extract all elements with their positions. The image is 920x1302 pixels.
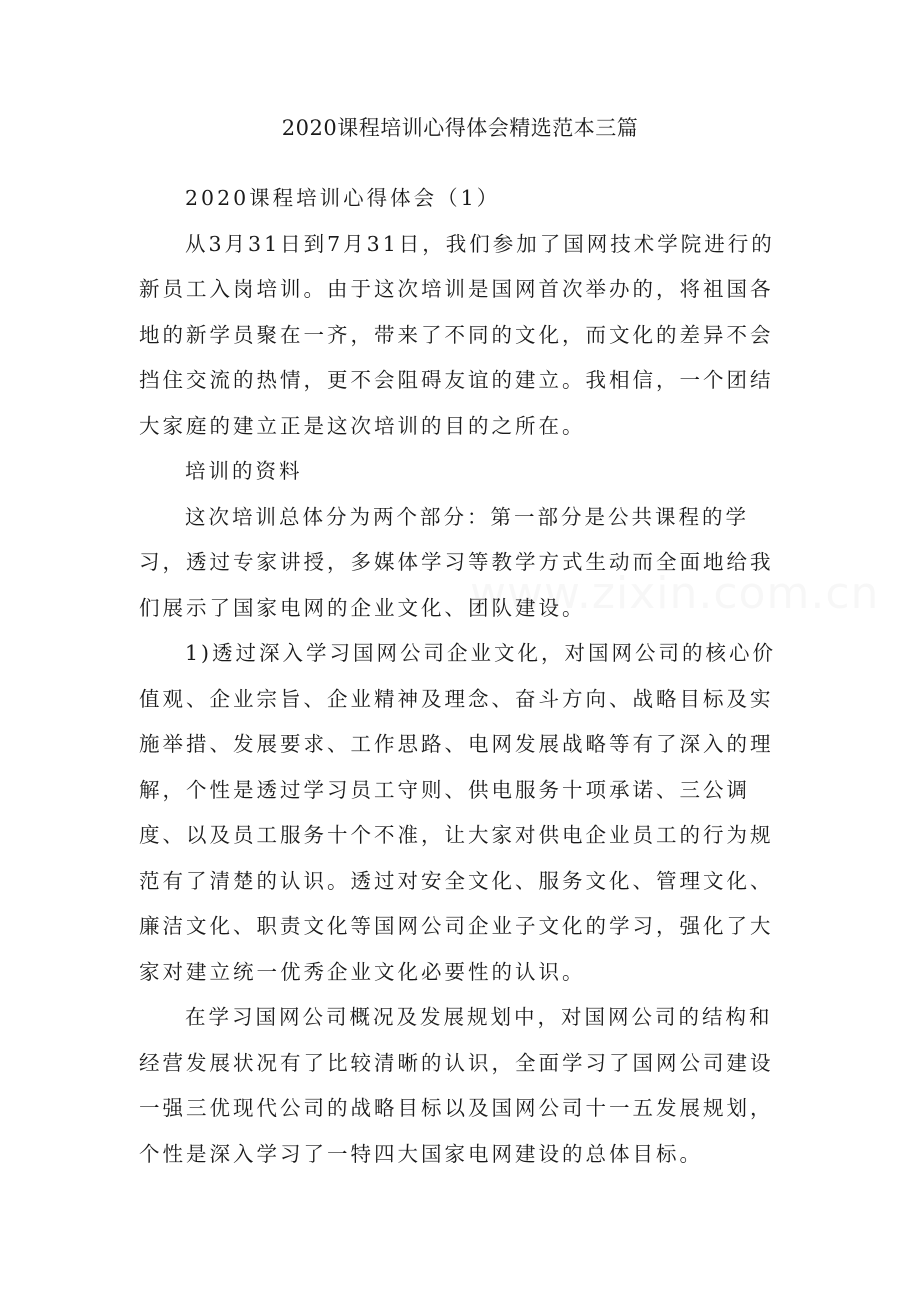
document-title: 2020课程培训心得体会精选范本三篇 (281, 116, 639, 140)
body-paragraph: 这次培训总体分为两个部分：第一部分是公共课程的学习，透过专家讲授，多媒体学习等教学方式生动而全面地给我们展示了国家电网的企业文化、团队建设。 (139, 504, 774, 620)
body-paragraph: 在学习国网公司概况及发展规划中，对国网公司的结构和经营发展状况有了比较清晰的认识，全面学习了国网公司建设一强三优现代公司的战略目标以及国网公司十一五发展规划，个性是深入学习了一特四大国家电网建设的总体目标。 (139, 1005, 774, 1166)
subsection-heading: 培训的资料 (185, 459, 303, 483)
section-heading: 2020课程培训心得体会（1） (185, 186, 501, 210)
body-paragraph: 从3月31日到7月31日，我们参加了国网技术学院进行的新员工入岗培训。由于这次培训是国网首次举办的，将祖国各地的新学员聚在一齐，带来了不同的文化，而文化的差异不会挡住交流的热情，更不会阻碍友谊的建立。我相信，一个团结大家庭的建立正是这次培训的目的之所在。 (139, 231, 775, 438)
document-body (139, 176, 782, 1177)
watermark: www.zixin.com.cn (470, 568, 880, 619)
body-paragraph: 1)透过深入学习国网公司企业文化，对国网公司的核心价值观、企业宗旨、企业精神及理念、奋斗方向、战略目标及实施举措、发展要求、工作思路、电网发展战略等有了深入的理解，个性是透过学习员工守则、供电服务十项承诺、三公调度、以及员工服务十个不准，让大家对供电企业员工的行为规范有了清楚的认识。透过对安全文化、服务文化、管理文化、廉洁文化、职责文化等国网公司企业子文化的学习，强化了大家对建立统一优秀企业文化必要性的认识。 (139, 641, 777, 984)
